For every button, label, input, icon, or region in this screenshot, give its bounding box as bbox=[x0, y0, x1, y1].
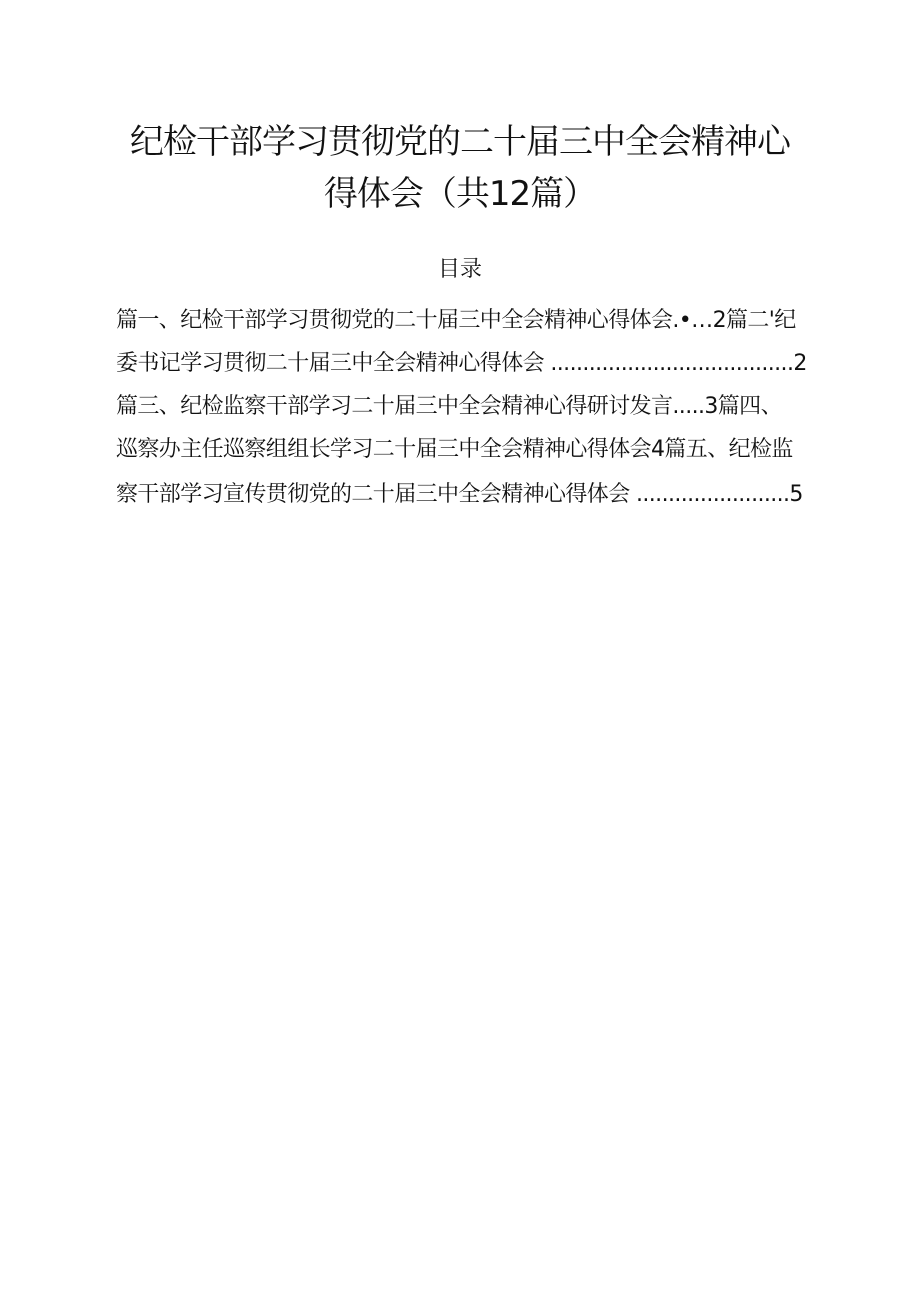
document-title-line-1: 纪检干部学习贯彻党的二十届三中全会精神心 bbox=[130, 122, 790, 162]
document-title-line-2: 得体会（共12篇） bbox=[323, 174, 597, 214]
toc-line: 委书记学习贯彻二十届三中全会精神心得体会 ......................................2 bbox=[116, 351, 807, 376]
toc-line: 篇三、纪检监察干部学习二十届三中全会精神心得研讨发言.....3篇四、 bbox=[116, 394, 782, 419]
toc-line: 察干部学习宣传贯彻党的二十届三中全会精神心得体会 ........................5 bbox=[116, 482, 803, 507]
toc-line: 篇一、纪检干部学习贯彻党的二十届三中全会精神心得体会.•…2篇二'纪 bbox=[116, 308, 796, 333]
toc-heading: 目录 bbox=[437, 257, 482, 282]
toc-line: 巡察办主任巡察组组长学习二十届三中全会精神心得体会4篇五、纪检监 bbox=[116, 437, 793, 462]
